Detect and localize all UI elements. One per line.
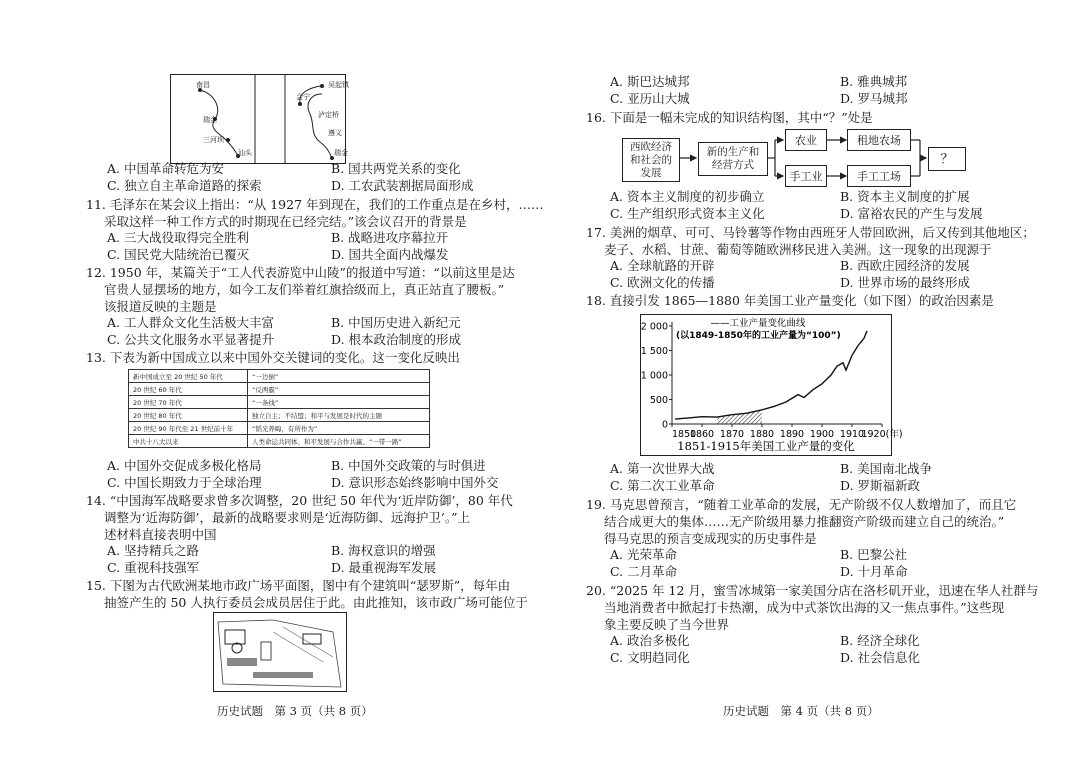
diagram-box-handicraft: 手工业 — [785, 165, 827, 187]
map-label: 吴起镇 — [328, 81, 349, 89]
table-cell: “反两霸” — [248, 383, 430, 396]
diagram-box-economy: 西欧经济 和社会的 发展 — [622, 138, 680, 182]
q18-stem: 18. 直接引发 1865—1880 年美国工业产量变化（如下图）的政治因素是 — [586, 293, 994, 308]
q11-option-d[interactable]: D. 国共全面内战爆发 — [331, 247, 449, 262]
diagram-box-agriculture: 农业 — [785, 129, 827, 151]
q20-option-a[interactable]: A. 政治多极化 — [610, 633, 690, 648]
chart-title: ——工业产量变化曲线 — [710, 318, 806, 329]
q14-option-c[interactable]: C. 重视科技强军 — [107, 560, 200, 575]
y-tick-label: 1 500 — [640, 346, 668, 357]
y-tick-label: 500 — [649, 395, 668, 406]
q16-option-d[interactable]: D. 富裕农民的产生与发展 — [840, 206, 983, 221]
table-cell: 20 世纪 70 年代 — [129, 396, 248, 409]
x-tick-label: 1890 — [779, 429, 805, 440]
q20-stem: 20. “2025 年 12 月，蜜雪冰城第一家美国分店在洛杉矶开业，迅速在华人社群与 — [586, 583, 1039, 598]
q12-option-b[interactable]: B. 中国历史进入新纪元 — [331, 315, 461, 330]
x-tick-label: 1920(年) — [861, 429, 903, 440]
q15-option-c[interactable]: C. 亚历山大城 — [610, 91, 690, 106]
q12-option-d[interactable]: D. 根本政治制度的形成 — [331, 332, 462, 347]
q11-stem: 11. 毛泽东在某会议上指出：“从 1927 年到现在，我们的工作重点是在乡村，…… — [86, 197, 544, 212]
q10-option-a[interactable]: A. 中国革命转危为安 — [107, 161, 224, 176]
q14-stem: 14. “中国海军战略要求曾多次调整，20 世纪 50 年代为‘近岸防御’，80 年代 — [86, 493, 513, 508]
table-row — [129, 370, 430, 383]
agora-plan-map — [213, 612, 347, 692]
q17-option-d[interactable]: D. 世界市场的最终形成 — [840, 275, 971, 290]
diagram-box-workshop: 手工工场 — [847, 165, 911, 187]
q13-option-a[interactable]: A. 中国外交促成多极化格局 — [107, 458, 262, 473]
q15-stem: 15. 下图为古代欧洲某地市政广场平面图，图中有个建筑叫“瑟罗斯”，每年由 — [86, 578, 511, 593]
q15-option-b[interactable]: B. 雅典城邦 — [840, 74, 908, 89]
q13-option-c[interactable]: C. 中国长期致力于全球治理 — [107, 475, 262, 490]
q14-stem: 调整为‘近海防御’，最新的战略要求则是‘近海防御、远海护卫’。”上 — [104, 510, 471, 525]
table-row — [129, 435, 430, 448]
q19-option-c[interactable]: C. 二月革命 — [610, 564, 678, 579]
table-row — [129, 383, 430, 396]
industrial-output-chart — [640, 314, 903, 456]
q13-option-d[interactable]: D. 意识形态始终影响中国外交 — [331, 475, 499, 490]
page-footer: 历史试题 第 4 页（共 8 页） — [723, 704, 879, 718]
table-cell: “一条线” — [248, 396, 430, 409]
q20-option-d[interactable]: D. 社会信息化 — [840, 650, 921, 665]
map-label: 会宁 — [296, 93, 310, 101]
y-tick-label: 0 — [661, 419, 668, 431]
q12-option-a[interactable]: A. 工人群众文化生活极大丰富 — [107, 315, 274, 330]
table-row — [129, 422, 430, 435]
x-tick-label: 1870 — [719, 429, 745, 440]
table-cell: “一边倒” — [248, 370, 430, 383]
q20-stem: 当地消费者中掀起打卡热潮，成为中式茶饮出海的又一焦点事件。”这些现 — [604, 600, 1005, 615]
q19-option-a[interactable]: A. 光荣革命 — [610, 547, 677, 562]
q17-stem: 17. 美洲的烟草、可可、马铃薯等作物由西班牙人带回欧洲，后又传到其他地区； — [586, 225, 1035, 240]
q19-option-d[interactable]: D. 十月革命 — [840, 564, 908, 579]
q17-option-c[interactable]: C. 欧洲文化的传播 — [610, 275, 715, 290]
diagram-box-unknown: ？ — [928, 147, 966, 171]
q16-option-a[interactable]: A. 资本主义制度的初步确立 — [610, 189, 765, 204]
q16-option-c[interactable]: C. 生产组织形式资本主义化 — [610, 206, 765, 221]
q11-option-c[interactable]: C. 国民党大陆统治已覆灭 — [107, 247, 250, 262]
q20-option-c[interactable]: C. 文明趋同化 — [610, 650, 690, 665]
map-label: 瑞金 — [203, 116, 217, 124]
table-cell: 独立自主；不结盟；和平与发展是时代的主题 — [248, 409, 430, 422]
x-tick-label: 1850 — [672, 429, 697, 440]
q20-option-b[interactable]: B. 经济全球化 — [840, 633, 920, 648]
table-cell: 20 世纪 90 年代至 21 世纪前十年 — [129, 422, 248, 435]
q10-option-b[interactable]: B. 国共两党关系的变化 — [331, 161, 461, 176]
q13-stem: 13. 下表为新中国成立以来中国外交关键词的变化。这一变化反映出 — [86, 350, 460, 365]
q17-stem: 麦子、水稻、甘蔗、葡萄等随欧洲移民进入美洲。这一现象的出现源于 — [604, 242, 992, 257]
x-tick-label: 1880 — [749, 429, 775, 440]
q12-stem: 该报道反映的主题是 — [104, 299, 217, 314]
q14-stem: 述材料直接表明中国 — [104, 527, 217, 542]
q12-stem: 官贵人显摆场的地方，如今工友们举着红旗拾级而上，真正站直了腰板。” — [104, 282, 505, 297]
y-tick-label: 2 000 — [640, 321, 668, 333]
map-label: 三河坝 — [203, 136, 224, 144]
table-row — [129, 396, 430, 409]
map-label: 南昌 — [196, 81, 210, 89]
table-cell: 新中国成立至 20 世纪 50 年代 — [129, 370, 248, 383]
map-label: 汕头 — [238, 149, 252, 157]
table-cell: 20 世纪 80 年代 — [129, 409, 248, 422]
q15-stem: 抽签产生的 50 人执行委员会成员居住于此。由此推知，该市政广场可能位于 — [104, 595, 528, 610]
q12-option-c[interactable]: C. 公共文化服务水平显著提升 — [107, 332, 275, 347]
q17-option-a[interactable]: A. 全球航路的开辟 — [610, 258, 715, 273]
map-label: 遵义 — [328, 129, 342, 137]
q16-option-b[interactable]: B. 资本主义制度的扩展 — [840, 189, 970, 204]
q13-option-b[interactable]: B. 中国外交政策的与时俱进 — [331, 458, 486, 473]
map-label: 瑞金 — [334, 149, 348, 157]
q14-option-d[interactable]: D. 最重视海军发展 — [331, 560, 437, 575]
q15-option-d[interactable]: D. 罗马城邦 — [840, 91, 908, 106]
q14-option-a[interactable]: A. 坚持精兵之路 — [107, 543, 199, 558]
page-footer: 历史试题 第 3 页（共 8 页） — [217, 704, 373, 718]
q14-option-b[interactable]: B. 海权意识的增强 — [331, 543, 436, 558]
diagram-box-production: 新的生产和 经营方式 — [698, 142, 768, 176]
q19-stem: 得马克思的预言变成现实的历史事件是 — [604, 531, 817, 546]
table-cell: 中共十八大以来 — [129, 435, 248, 448]
q17-option-b[interactable]: B. 西欧庄园经济的发展 — [840, 258, 970, 273]
chart-note: (以1849-1850年的工业产量为“100”) — [676, 331, 841, 341]
q16-stem: 16. 下面是一幅未完成的知识结构图，其中“？”处是 — [586, 110, 873, 125]
table-cell: “韬光养晦，有所作为” — [248, 422, 430, 435]
x-tick-label: 1860 — [689, 429, 715, 440]
q15-option-a[interactable]: A. 斯巴达城邦 — [610, 74, 690, 89]
q12-stem: 12. 1950 年，某篇关于“工人代表游览中山陵”的报道中写道：“以前这里是达 — [86, 265, 515, 280]
x-tick-label: 1900 — [809, 429, 835, 440]
diagram-box-leased-farm: 租地农场 — [847, 129, 911, 151]
q11-stem: 采取这样一种工作方式的时期现在已经完结。”该会议召开的背景是 — [104, 214, 467, 229]
y-tick-label: 1 000 — [640, 370, 668, 382]
q18-option-d[interactable]: D. 罗斯福新政 — [840, 478, 921, 493]
table-row — [129, 409, 430, 422]
q11-option-a[interactable]: A. 三大战役取得完全胜利 — [107, 230, 249, 245]
q19-option-b[interactable]: B. 巴黎公社 — [840, 547, 908, 562]
table-cell: 人类命运共同体、和平发展与合作共赢、“一带一路” — [248, 435, 430, 448]
q10-option-c[interactable]: C. 独立自主革命道路的探索 — [107, 178, 262, 193]
q18-option-b[interactable]: B. 美国南北战争 — [840, 461, 933, 476]
q11-option-b[interactable]: B. 战略进攻序幕拉开 — [331, 230, 449, 245]
q10-option-d[interactable]: D. 工农武装割据局面形成 — [331, 178, 474, 193]
map-label: 泸定桥 — [318, 111, 339, 119]
table-cell: 20 世纪 60 年代 — [129, 383, 248, 396]
chart-caption: 1851-1915年美国工业产量的变化 — [677, 439, 855, 453]
x-tick-label: 1910 — [839, 429, 865, 440]
diplomacy-keyword-table — [128, 369, 430, 448]
q19-stem: 结合成更大的集体……无产阶级用暴力推翻资产阶级而建立自己的统治。” — [604, 514, 1005, 529]
q20-stem: 象主要反映了当今世界 — [604, 617, 730, 632]
q18-option-a[interactable]: A. 第一次世界大战 — [610, 461, 715, 476]
q19-stem: 19. 马克思曾预言，“随着工业革命的发展，无产阶级不仅人数增加了，而且它 — [586, 497, 1017, 512]
q18-option-c[interactable]: C. 第二次工业革命 — [610, 478, 715, 493]
